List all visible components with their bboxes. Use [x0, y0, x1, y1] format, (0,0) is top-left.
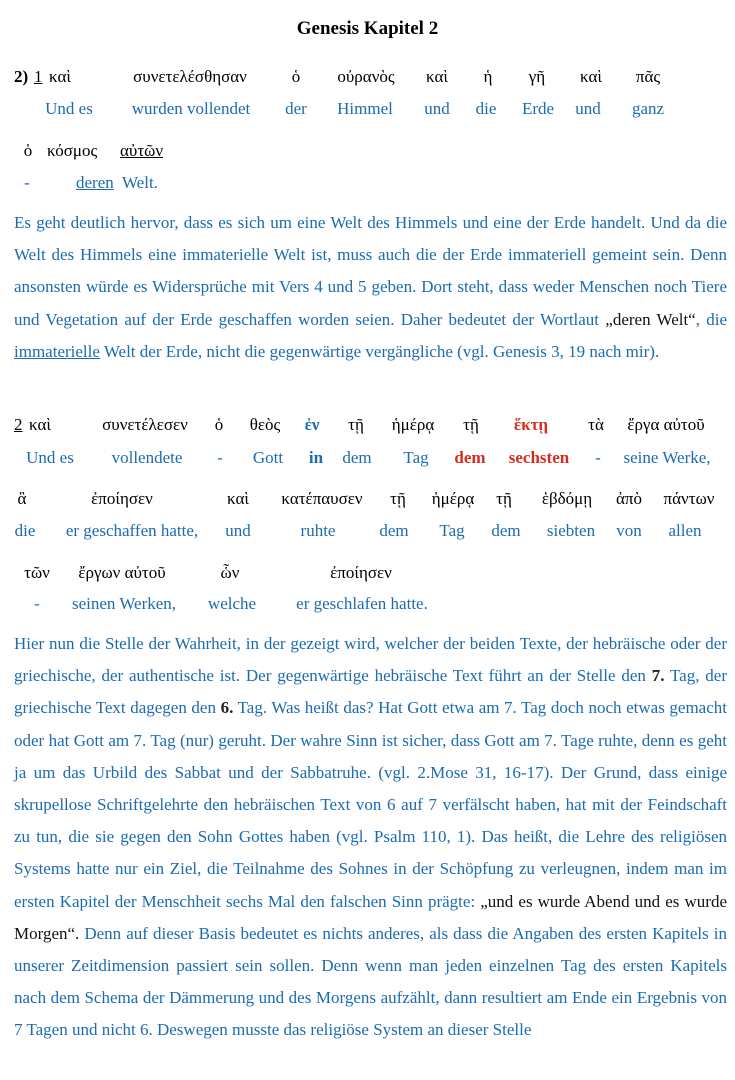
- verse1-german-line: [0, 99, 735, 121]
- greek-word: κατέπαυσεν: [281, 489, 363, 508]
- greek-word: ἑβδόμῃ: [541, 489, 593, 508]
- greek-word: ἃ: [17, 489, 27, 508]
- quoted-phrase: „und es wurde Abend und es wurde Morgen“.: [14, 891, 727, 943]
- greek-word: τῇ: [496, 489, 512, 508]
- german-word: -: [217, 448, 223, 467]
- greek-word: τῇ: [390, 489, 406, 508]
- greek-word: καὶ: [29, 415, 51, 434]
- greek-word: τῇ: [348, 415, 364, 434]
- german-word: in: [308, 448, 324, 467]
- greek-word: ἕκτῃ: [513, 415, 549, 434]
- german-word: sechsten: [508, 448, 570, 467]
- greek-word: πᾶς: [635, 67, 661, 86]
- paragraph-text: Tag. Was heißt das? Hat Gott etwa am 7. Tag doch noch etwas gemacht oder hat Gott am 7. Tag (nur) geruht. Der wahre Sinn ist sicher, dass Gott am 7. Tage ruhte, denn es geht ja um das Urbild des Sabbat und der Sabbatruhe. (vgl. 2.Mose 31, 16-17). Der Grund, dass einige skrupellose Schriftgelehrte den hebräischen Text von 6 auf 7 verfälscht haben, hat mit der Feindschaft zu tun, die sie gegen den Sohn Gottes haben (vgl. Psalm 110, 1). Das heißt, die Lehre des religiösen Systems hatte nur ein Ziel, die Teilnahme des Sohnes in der Schöpfung zu verleugnen, indem man im ersten Kapitel der Menschheit sechs Mal den falschen Sinn prägte:: [14, 698, 727, 911]
- greek-word: ὧν: [220, 563, 240, 582]
- german-word: Und es: [45, 99, 93, 118]
- greek-word: ἐν: [304, 415, 320, 434]
- greek-word: συνετελέσθησαν: [133, 67, 247, 86]
- verse2-german-line-2: [0, 521, 735, 543]
- greek-word: κόσμος: [47, 141, 98, 160]
- verse2-greek-line-3: [0, 563, 735, 585]
- german-word: ganz: [631, 99, 665, 118]
- greek-word: γῆ: [528, 67, 546, 86]
- german-word: er geschaffen hatte,: [65, 521, 199, 540]
- greek-word: ὁ: [214, 415, 224, 434]
- page-title: Genesis Kapitel 2: [296, 18, 439, 39]
- german-word: dem: [379, 521, 409, 540]
- greek-word: καὶ: [49, 67, 71, 86]
- greek-word: πάντων: [663, 489, 715, 508]
- greek-word: οὐρανὸς: [337, 67, 395, 86]
- greek-word: αὐτῶν: [120, 141, 164, 160]
- greek-word: ἡμέρᾳ: [431, 489, 475, 508]
- verse-number: 1: [34, 67, 43, 86]
- german-word: Tag: [403, 448, 429, 467]
- greek-word: καὶ: [426, 67, 448, 86]
- commentary-paragraph: [14, 207, 727, 368]
- german-word: allen: [668, 521, 702, 540]
- verse1-greek-line: [0, 67, 735, 89]
- german-word: Tag: [439, 521, 465, 540]
- german-word: seine Werke,: [623, 448, 711, 467]
- commentary-paragraph-2: [14, 628, 727, 1047]
- german-word: Gott: [252, 448, 284, 467]
- greek-word: καὶ: [227, 489, 249, 508]
- german-word: der: [285, 99, 307, 118]
- german-word: und: [575, 99, 601, 118]
- german-word: wurden vollendet: [131, 99, 251, 118]
- verse2-german-line-3: [0, 594, 735, 616]
- greek-word: τῶν: [24, 563, 50, 582]
- german-word: siebten: [546, 521, 596, 540]
- greek-word: ἐποίησεν: [91, 489, 153, 508]
- paragraph-text: Welt der Erde, nicht die gegenwärtige vergängliche (vgl. Genesis 3, 19 nach mir).: [99, 341, 660, 361]
- greek-word: ἡ: [483, 67, 493, 86]
- greek-word: ἔργα αὐτοῦ: [627, 415, 705, 434]
- german-word: er geschlafen hatte.: [296, 594, 428, 613]
- verse2-greek-line: [0, 415, 735, 437]
- german-word: -: [34, 594, 40, 613]
- bold-number: 6.: [220, 698, 234, 718]
- paragraph-text: Denn auf dieser Basis bedeutet es nichts anderes, als dass die Angaben des ersten Kapitels in unserer Zeitdimension passiert sein sollen. Denn wenn man jeden einzelnen Tag des ersten Kapitels nach dem Schema der Dämmerung und des Morgens aufzählt, dann resultiert am Ende ein Ergebnis von 7 Tagen und nicht 6. Deswegen musste das religiöse System an dieser Stelle: [14, 923, 727, 1040]
- verse-number: 2: [14, 415, 23, 434]
- bold-number: 7.: [651, 666, 665, 686]
- german-word: und: [225, 521, 251, 540]
- german-word: vollendete: [111, 448, 183, 467]
- greek-word: τὰ: [588, 415, 604, 434]
- german-word: welche: [207, 594, 257, 613]
- paragraph-text: Tag, der griechische Text dagegen den: [14, 666, 727, 718]
- german-word: und: [424, 99, 450, 118]
- german-word: seinen Werken,: [71, 594, 177, 613]
- greek-word: ὁ: [291, 67, 301, 86]
- greek-word: ἀπὸ: [616, 489, 642, 508]
- underlined-word: immaterielle: [14, 341, 100, 361]
- german-word: von: [616, 521, 642, 540]
- german-word: dem: [342, 448, 372, 467]
- german-word: Welt.: [122, 173, 158, 192]
- german-word: -: [24, 173, 30, 192]
- paragraph-text: , die: [695, 309, 727, 329]
- verse1-greek-line-2: [0, 141, 735, 163]
- paragraph-text: Es geht deutlich hervor, dass es sich um eine Welt des Himmels und eine der Erde handelt. Und da die Welt des Himmels eine immaterielle Welt ist, muss auch die der Erde immateriell gemeint sein. Denn ansonsten würde es Widersprüche mit Vers 4 und 5 geben. Dort steht, dass weder Menschen noch Tiere und Vegetation auf der Erde geschaffen worden seien. Daher bedeutet der Wortlaut: [14, 213, 727, 329]
- german-word: Und es: [26, 448, 74, 467]
- greek-word: ὁ: [23, 141, 33, 160]
- german-word: Himmel: [337, 99, 393, 118]
- chapter-number: 2): [14, 67, 29, 86]
- german-word: die: [14, 521, 36, 540]
- german-word: Erde: [521, 99, 555, 118]
- greek-word: ἡμέρᾳ: [391, 415, 435, 434]
- greek-word: τῇ: [463, 415, 479, 434]
- verse2-greek-line-2: [0, 489, 735, 511]
- greek-word: συνετέλεσεν: [102, 415, 188, 434]
- german-word: die: [475, 99, 497, 118]
- german-word: dem: [454, 448, 486, 467]
- paragraph-text: Hier nun die Stelle der Wahrheit, in der gezeigt wird, welcher der beiden Texte, der hebräische oder der griechische, der authentische ist. Der gegenwärtige hebräische Text führt an der Stelle den: [14, 634, 727, 686]
- german-word: ruhte: [300, 521, 336, 540]
- greek-word: ἔργων αὐτοῦ: [78, 563, 166, 582]
- verse1-german-line-2: [0, 173, 735, 195]
- german-word: deren: [76, 173, 114, 192]
- greek-word: ἐποίησεν: [330, 563, 392, 582]
- quoted-phrase: „deren Welt“: [605, 309, 696, 329]
- german-word: dem: [491, 521, 521, 540]
- greek-word: καὶ: [580, 67, 602, 86]
- greek-word: θεὸς: [249, 415, 281, 434]
- german-word: -: [595, 448, 601, 467]
- verse2-german-line: [0, 448, 735, 470]
